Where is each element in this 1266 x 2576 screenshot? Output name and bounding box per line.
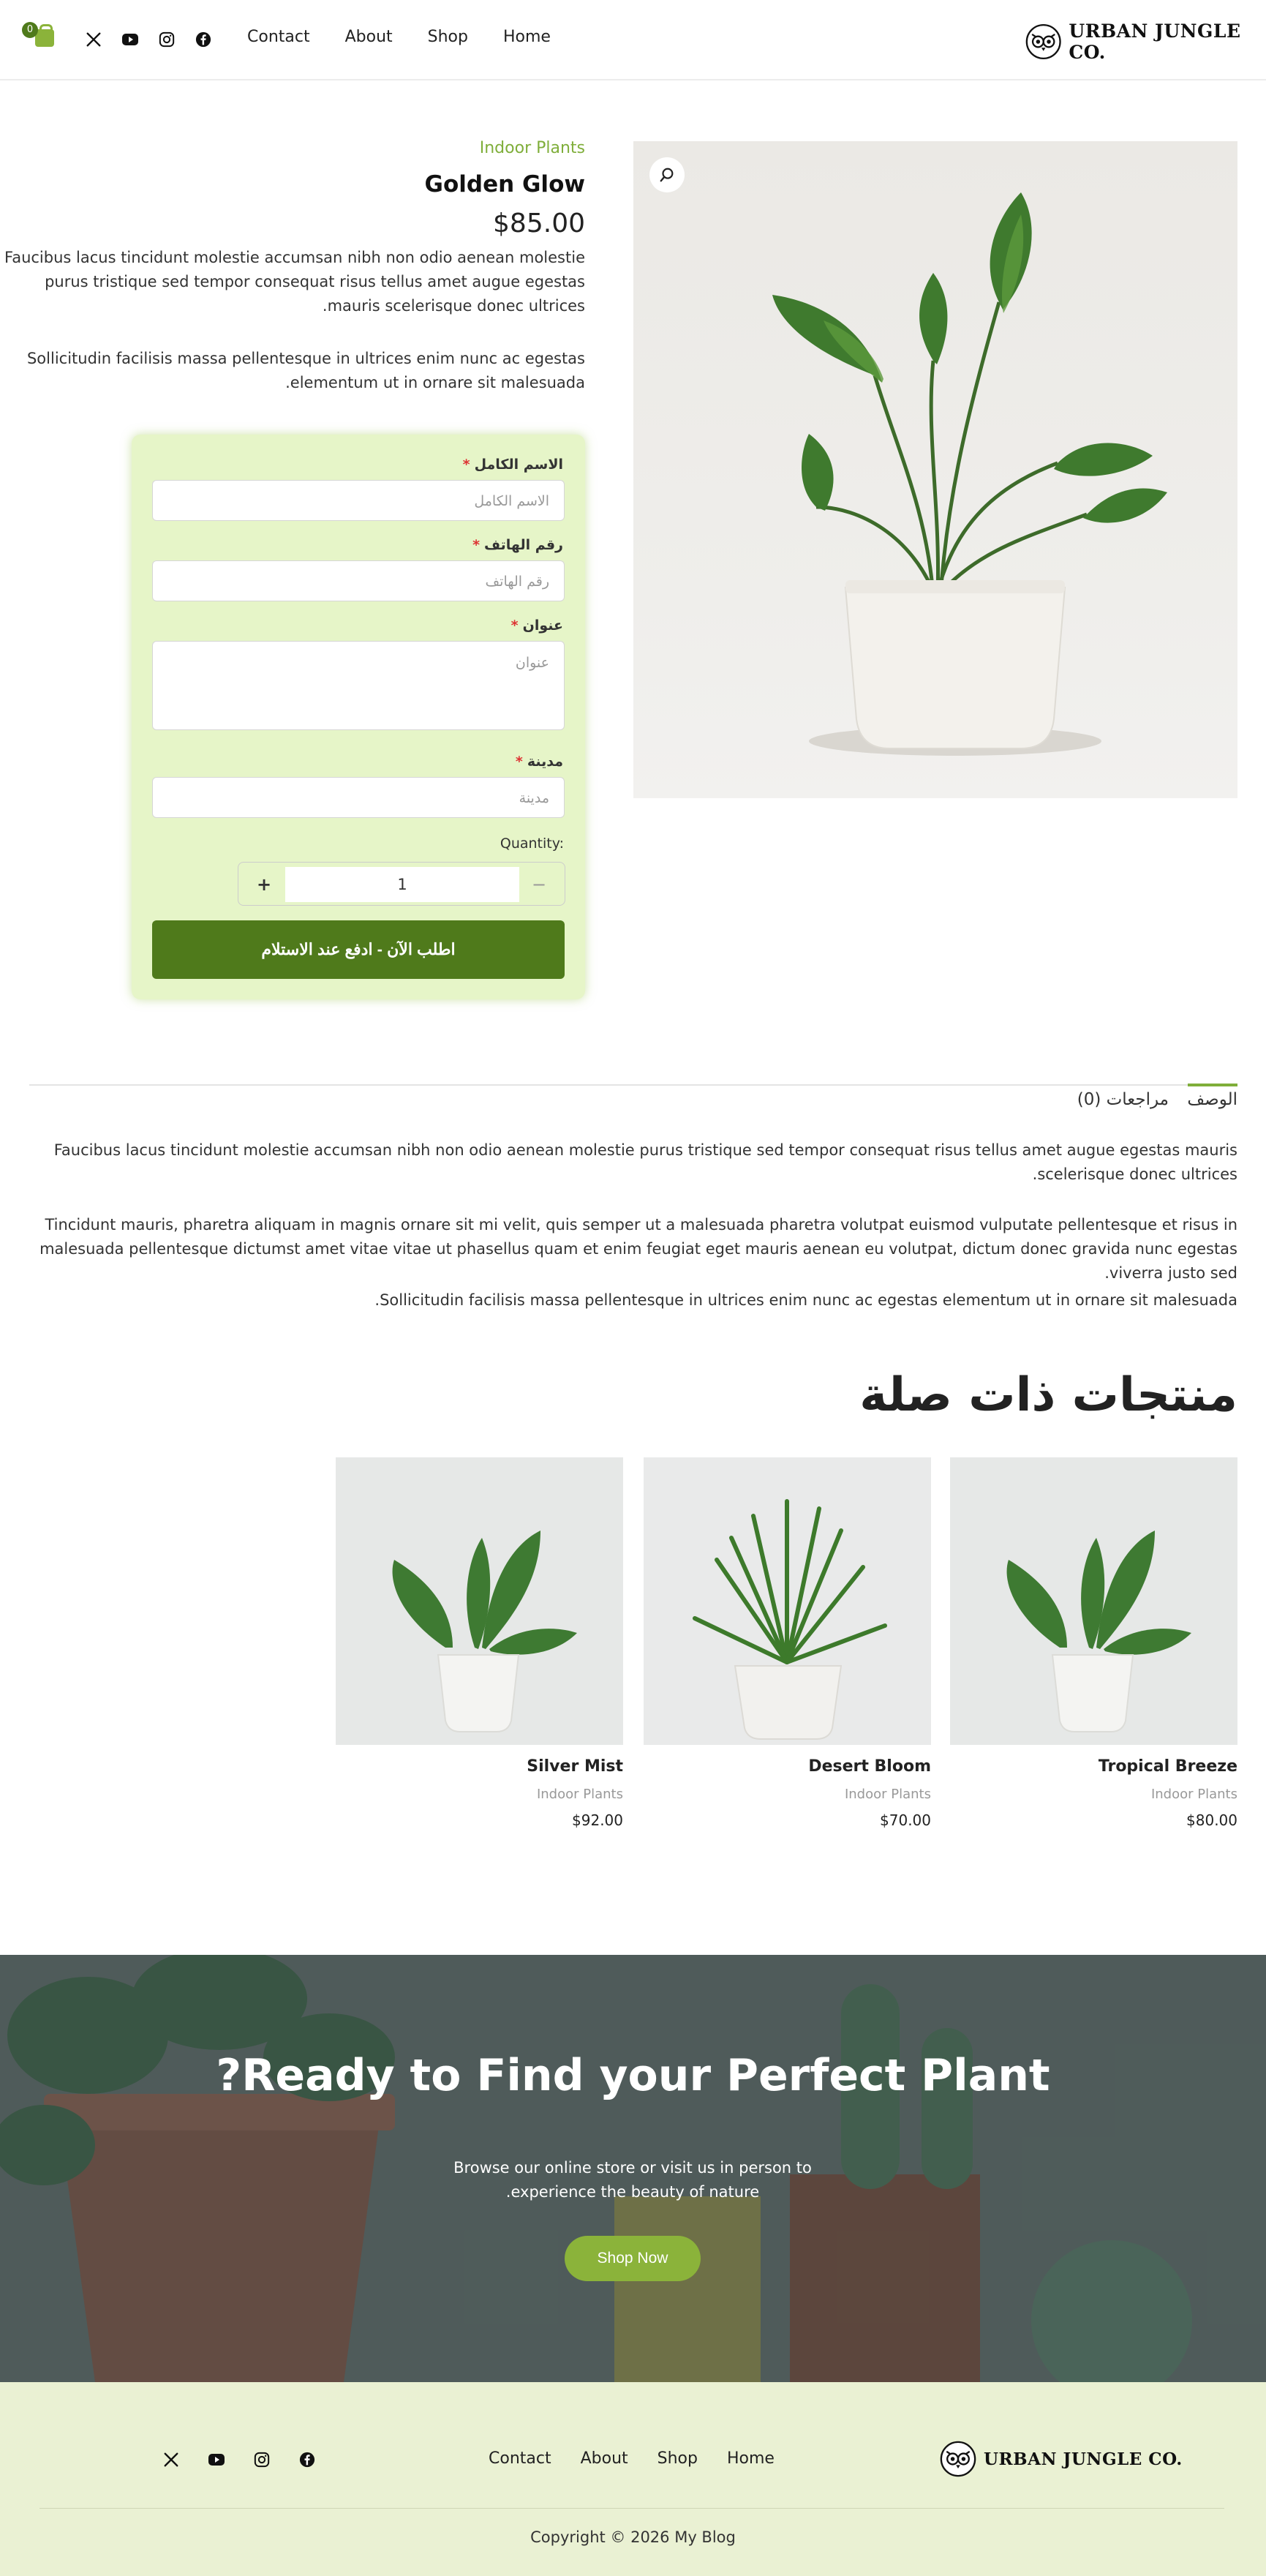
footer-divider [39,2508,1224,2509]
footer-nav-about[interactable]: About [580,2449,628,2468]
logo-text: URBAN JUNGLE CO. [984,2449,1183,2469]
footer-social-links [161,2449,317,2470]
nav-contact[interactable]: Contact [247,28,310,46]
shop-now-button[interactable]: Shop Now [565,2236,701,2281]
youtube-icon[interactable] [120,29,140,50]
cta-banner [0,1955,1266,2382]
product-title: Golden Glow [424,171,585,198]
tab-reviews[interactable]: مراجعات (0) [1077,1090,1169,1109]
owl-logo-icon [940,2441,976,2477]
product-card[interactable] [644,1457,931,1829]
zoom-button[interactable] [649,157,685,192]
instagram-icon[interactable] [252,2449,272,2470]
cart-count-badge: 0 [22,22,38,38]
site-logo[interactable] [1025,20,1266,63]
plant-image [644,1457,931,1745]
nav-about[interactable]: About [344,28,393,46]
shopping-bag-icon [35,29,54,47]
product-card-name[interactable]: Tropical Breeze [1098,1757,1237,1776]
site-header [0,0,1266,80]
address-label: عنوان* [510,617,563,634]
cart-button[interactable] [22,22,57,51]
product-card-price: $92.00 [572,1811,623,1829]
tabs-divider [29,1084,1237,1086]
quantity-label: Quantity: [500,835,564,852]
footer-nav-shop[interactable]: Shop [657,2449,698,2468]
footer-nav [489,2449,775,2468]
phone-label: رقم الهاتف* [472,537,563,553]
product-image[interactable] [633,141,1237,798]
plant-image [633,141,1237,798]
search-icon [659,167,675,183]
product-card-name[interactable]: Desert Bloom [808,1757,931,1776]
product-card-image[interactable] [950,1457,1237,1745]
quantity-plus-button[interactable]: + [256,874,272,895]
nav-shop[interactable]: Shop [427,28,468,46]
cta-text: Browse our online store or visit us in person to experience the beauty of nature. [453,2159,812,2201]
active-tab-indicator [1188,1084,1237,1086]
product-card-price: $80.00 [1186,1811,1237,1829]
product-card-category: Indoor Plants [536,1787,623,1802]
full-name-label: الاسم الكامل* [462,457,563,473]
quantity-minus-button[interactable]: − [531,874,547,895]
facebook-icon[interactable] [297,2449,317,2470]
product-card[interactable] [336,1457,623,1829]
plant-image [336,1457,623,1745]
product-card-category: Indoor Plants [844,1787,931,1802]
quantity-input[interactable]: 1 [285,867,519,902]
instagram-icon[interactable] [157,29,177,50]
owl-logo-icon [1025,22,1061,61]
related-products-heading: منتجات ذات صلة [859,1368,1237,1422]
quantity-stepper [238,862,565,906]
header-social-links [83,29,214,50]
product-card-category: Indoor Plants [1150,1787,1237,1802]
footer-logo[interactable] [940,2441,1183,2477]
description-paragraph: Sollicitudin facilisis massa pellentesque in ultrices enim nunc ac egestas elementum ut in ornare sit malesuada. [374,1291,1237,1309]
product-card-image[interactable] [336,1457,623,1745]
footer-nav-contact[interactable]: Contact [489,2449,551,2468]
main-nav [247,28,551,46]
footer-nav-home[interactable]: Home [726,2449,775,2468]
tab-description[interactable]: الوصف [1187,1090,1237,1109]
x-icon[interactable] [83,29,104,50]
product-card-name[interactable]: Silver Mist [527,1757,623,1776]
address-textarea[interactable]: عنوان [152,641,565,730]
product-card-image[interactable] [644,1457,931,1745]
product-card[interactable] [950,1457,1237,1829]
phone-input[interactable]: رقم الهاتف [152,560,565,601]
product-category-link[interactable]: Indoor Plants [479,139,585,157]
site-footer [0,2382,1266,2576]
cta-title: Ready to Find your Perfect Plant? [216,2050,1050,2101]
x-icon[interactable] [161,2449,181,2470]
order-now-button[interactable]: اطلب الآن - ادفع عند الاستلام [152,920,565,979]
product-price: $85.00 [493,209,585,239]
city-input[interactable]: مدينة [152,777,565,818]
full-name-input[interactable]: الاسم الكامل [152,480,565,521]
product-card-price: $70.00 [880,1811,931,1829]
cod-order-form [132,435,585,999]
product-short-description: Faucibus lacus tincidunt molestie accumsan nibh non odio aenean molestie purus tristique sed tempor consequat risus tellus amet augue egestas mauris scelerisque donec ultrices. [4,249,585,315]
logo-text: URBAN JUNGLE CO. [1069,20,1241,63]
nav-home[interactable]: Home [502,28,551,46]
product-short-description-2: Sollicitudin facilisis massa pellentesque in ultrices enim nunc ac egestas elementum ut in ornare sit malesuada. [26,350,585,391]
youtube-icon[interactable] [206,2449,227,2470]
description-paragraph: Tincidunt mauris, pharetra aliquam in magnis ornare sit mi velit, quis semper ut a malesuada pharetra volutpat euismod vulputate pellentesque et risus in malesuada pellentesque dictumst amet vitae vitae ut phasellus quam et enim feugiat eget mauris aenean eu volutpat, dictum donec gravida nunc egestas viverra justo sed. [39,1216,1237,1282]
city-label: مدينة* [515,754,563,770]
facebook-icon[interactable] [193,29,214,50]
copyright-text: Copyright © 2026 My Blog [530,2528,736,2546]
plant-image [950,1457,1237,1745]
description-paragraph: Faucibus lacus tincidunt molestie accumsan nibh non odio aenean molestie purus tristique sed tempor consequat risus tellus amet augue egestas mauris scelerisque donec ultrices. [53,1141,1237,1183]
